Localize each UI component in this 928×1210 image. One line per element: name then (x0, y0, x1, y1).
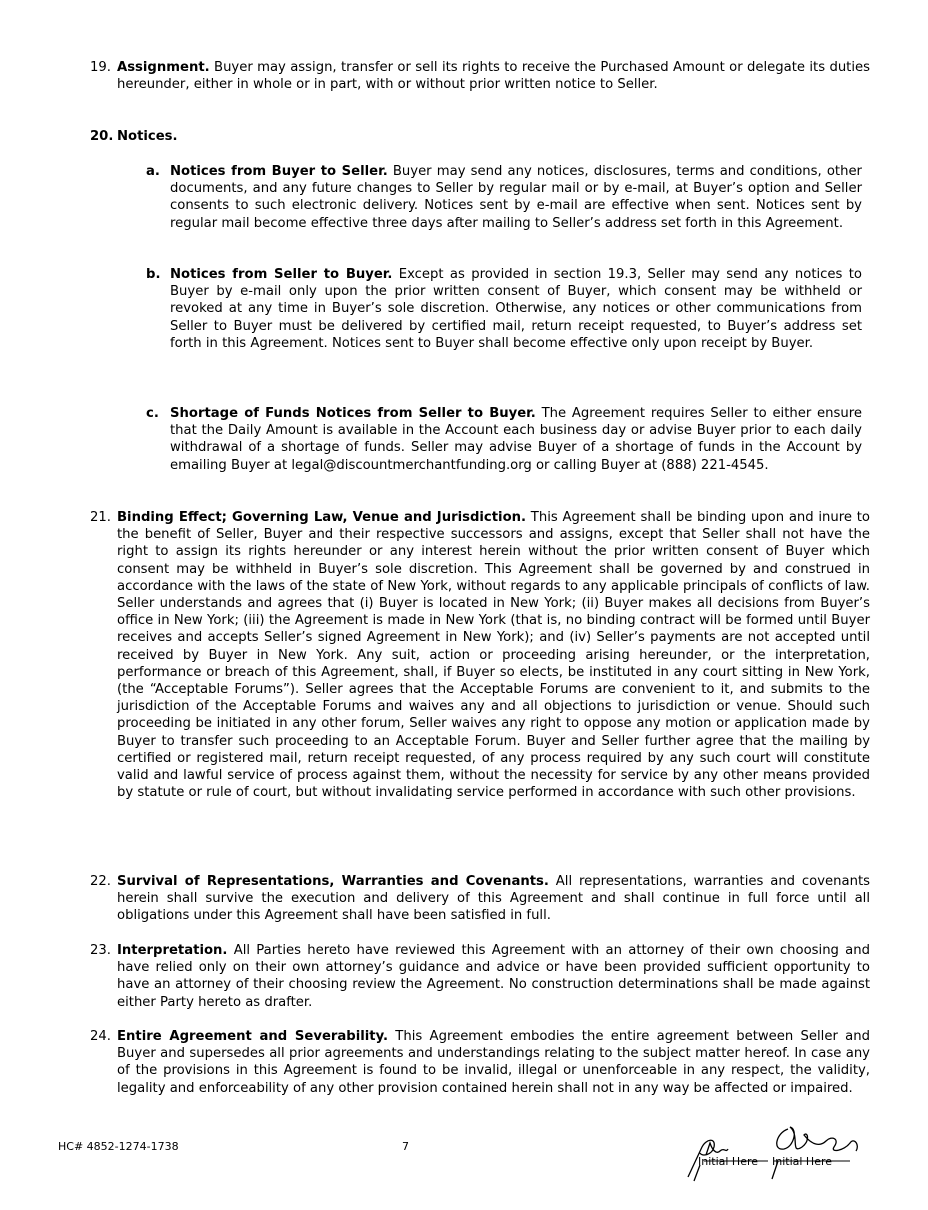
section-number: 24. (90, 1029, 111, 1044)
section-text: All Parties hereto have reviewed this Agreement with an attorney of their own choosing and have relied only on their own attorney’s guidance and advice or have been provided sufficient opportunity to have an attorney of their choosing review the Agreement. No construction determinations shall be made against either Party hereto as drafter. (117, 943, 870, 1010)
subsection-text: The Agreement requires Seller to either ensure that the Daily Amount is available in the Account each business day or advise Buyer prior to each daily withdrawal of a shortage of funds. Seller may advise Buyer of a shortage of funds in the Account by emailing Buyer at legal@discountmerchantfunding.org or calling Buyer at (888) 221-4545. (170, 406, 862, 473)
section-23 (90, 942, 870, 1011)
page-number: 7 (402, 1140, 409, 1153)
subsection-heading: Shortage of Funds Notices from Seller to Buyer. (170, 406, 536, 421)
initial-box-2 (760, 1125, 856, 1185)
section-heading: Notices. (117, 129, 178, 144)
section-text: Buyer may assign, transfer or sell its rights to receive the Purchased Amount or delegate its duties hereunder, either in whole or in part, with or without prior written notice to Seller. (117, 60, 870, 93)
section-20c (146, 405, 862, 474)
section-text: All representations, warranties and covenants herein shall survive the execution and delivery of this Agreement and shall continue in full force until all obligations under this Agreement shall have been satisfied in full. (117, 874, 870, 924)
subsection-heading: Notices from Buyer to Seller. (170, 164, 388, 179)
subsection-letter: a. (146, 164, 160, 179)
subsection-text: Buyer may send any notices, disclosures, terms and conditions, other documents, and any future changes to Seller by regular mail or by e-mail, at Buyer’s option and Seller consents to such electronic delivery. Notices sent by e-mail are effective when sent. Notices sent by regular mail become effective three days after mailing to Seller’s address set forth in this Agreement. (170, 164, 862, 231)
section-20 (90, 128, 870, 145)
section-20a (146, 163, 862, 232)
subsection-heading: Notices from Seller to Buyer. (170, 267, 393, 282)
section-20b (146, 266, 862, 352)
section-heading: Assignment. (117, 60, 210, 75)
subsection-letter: c. (146, 406, 159, 421)
section-21 (90, 509, 870, 801)
section-number: 23. (90, 943, 111, 958)
section-number: 21. (90, 510, 111, 525)
section-22 (90, 873, 870, 925)
section-heading: Survival of Representations, Warranties and Covenants. (117, 874, 549, 889)
subsection-letter: b. (146, 267, 161, 282)
initial-label: Initial Here (772, 1155, 833, 1168)
section-number: 22. (90, 874, 111, 889)
section-heading: Binding Effect; Governing Law, Venue and Jurisdiction. (117, 510, 527, 525)
section-24 (90, 1028, 870, 1097)
section-text: This Agreement embodies the entire agreement between Seller and Buyer and supersedes all prior agreements and understandings relating to the subject matter hereof. In case any of the provisions in this Agreement is found to be invalid, illegal or unenforceable in any respect, the validity, legality and enforceability of any other provision contained herein shall not in any way be affected or impaired. (117, 1029, 870, 1096)
document-id: HC# 4852-1274-1738 (58, 1140, 179, 1153)
section-number: 19. (90, 60, 111, 75)
section-heading: Entire Agreement and Severability. (117, 1029, 388, 1044)
section-text: This Agreement shall be binding upon and inure to the benefit of Seller, Buyer and their respective successors and assigns, except that Seller shall not have the right to assign its rights hereunder or any interest herein without the prior written consent of Buyer which consent may be withheld in Buyer’s sole discretion. This Agreement shall be governed by and construed in accordance with the laws of the state of New York, without regards to any applicable principals of conflicts of law. Seller understands and agrees that (i) Buyer is located in New York; (ii) Buyer makes all decisions from Buyer’s office in New York; (iii) the Agreement is made in New York (that is, no binding contract will be formed until Buyer receives and accepts Seller’s signed Agreement in New York); and (iv) Seller’s payments are not accepted until received by Buyer in New York. Any suit, action or proceeding arising hereunder, or the interpretation, performance or breach of this Agreement, shall, if Buyer so elects, be instituted in any court sitting in New York, (the “Acceptable Forums”). Seller agrees that the Acceptable Forums are convenient to it, and submits to the jurisdiction of the Acceptable Forums and waives any and all objections to jurisdiction or venue. Should such proceeding be initiated in any other forum, Seller waives any right to oppose any motion or application made by Buyer to transfer such proceeding to an Acceptable Forum. Buyer and Seller further agree that the mailing by certified or registered mail, return receipt requested, of any process required by any such court will constitute valid and lawful service of process against them, without the necessity for service by any other means provided by statute or rule of court, but without invalidating service performed in accordance with such other provisions. (117, 510, 871, 801)
section-heading: Interpretation. (117, 943, 228, 958)
section-19 (90, 59, 870, 93)
subsection-text: Except as provided in section 19.3, Seller may send any notices to Buyer by e-mail only upon the prior written consent of Buyer, which consent may be withheld or revoked at any time in Buyer’s sole discretion. Otherwise, any notices or other communications from Seller to Buyer must be delivered by certified mail, return receipt requested, to Buyer’s address set forth in this Agreement. Notices sent to Buyer shall become effective only upon receipt by Buyer. (170, 267, 862, 351)
section-number: 20. (90, 129, 114, 144)
initial-label: Initial Here (698, 1155, 759, 1168)
